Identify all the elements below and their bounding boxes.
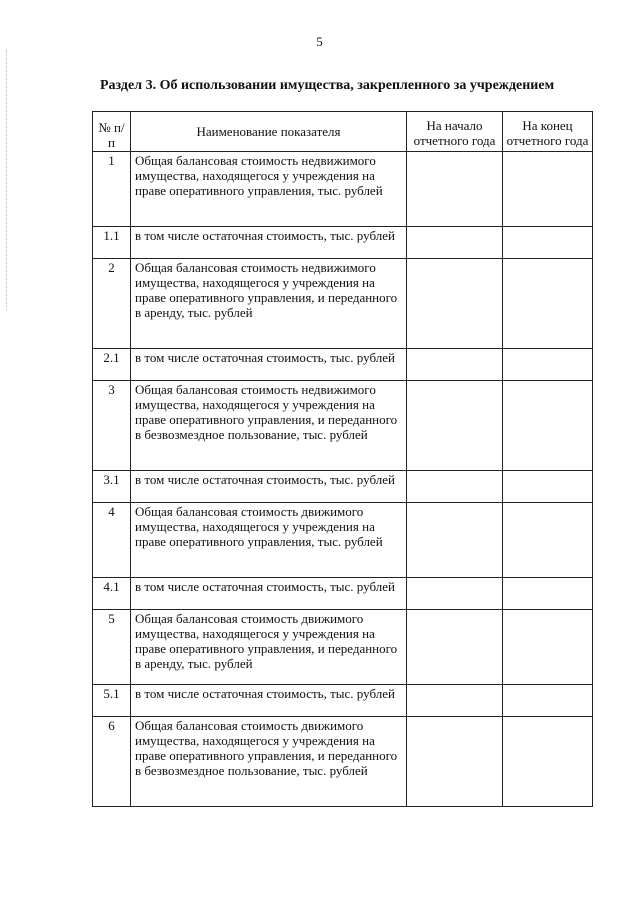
row-indicator-name-cell: Общая балансовая стоимость движимого имущества, находящегося у учреждения на праве оперативного управления, тыс. рублей [131,503,407,578]
row-end-of-year-value [503,578,593,610]
table-row [93,152,593,227]
row-number-cell: 1.1 [93,227,131,259]
row-number-cell: 6 [93,717,131,807]
header-start-of-year: На начало отчетного года [407,112,503,152]
row-end-of-year-value [503,152,593,227]
row-number-cell: 5 [93,610,131,685]
row-indicator-name-cell: в том числе остаточная стоимость, тыс. рублей [131,578,407,610]
row-number-cell: 4.1 [93,578,131,610]
row-indicator-name-cell: в том числе остаточная стоимость, тыс. рублей [131,349,407,381]
row-end-of-year-value [503,503,593,578]
row-start-of-year-value [407,503,503,578]
row-number-cell: 3 [93,381,131,471]
row-number-cell: 4 [93,503,131,578]
property-usage-table-wrapper [92,111,593,807]
row-start-of-year-value [407,152,503,227]
table-header-row [93,112,593,152]
row-indicator-name-cell: в том числе остаточная стоимость, тыс. рублей [131,471,407,503]
table-row [93,685,593,717]
row-start-of-year-value [407,471,503,503]
row-indicator-name-cell: Общая балансовая стоимость движимого имущества, находящегося у учреждения на праве оперативного управления, и переданного в безвозмездное пользование, тыс. рублей [131,717,407,807]
table-body [93,152,593,807]
table-row [93,471,593,503]
table-row [93,578,593,610]
row-start-of-year-value [407,349,503,381]
table-row [93,610,593,685]
table-row [93,503,593,578]
table-row [93,381,593,471]
row-start-of-year-value [407,259,503,349]
row-start-of-year-value [407,717,503,807]
row-end-of-year-value [503,471,593,503]
row-start-of-year-value [407,381,503,471]
row-indicator-name-cell: в том числе остаточная стоимость, тыс. рублей [131,227,407,259]
table-row [93,349,593,381]
row-number-cell: 2 [93,259,131,349]
row-end-of-year-value [503,717,593,807]
row-start-of-year-value [407,227,503,259]
table-row [93,227,593,259]
scan-edge-mark [6,50,8,310]
row-end-of-year-value [503,259,593,349]
row-end-of-year-value [503,349,593,381]
row-end-of-year-value [503,610,593,685]
row-start-of-year-value [407,685,503,717]
section-title: Раздел 3. Об использовании имущества, закрепленного за учреждением [100,78,555,93]
header-name: Наименование показателя [131,112,407,152]
row-end-of-year-value [503,227,593,259]
row-number-cell: 2.1 [93,349,131,381]
page-number: 5 [316,34,323,49]
row-end-of-year-value [503,685,593,717]
row-start-of-year-value [407,578,503,610]
table-row [93,259,593,349]
property-usage-table [92,111,593,807]
table-row [93,717,593,807]
row-start-of-year-value [407,610,503,685]
row-number-cell: 1 [93,152,131,227]
row-indicator-name-cell: Общая балансовая стоимость движимого имущества, находящегося у учреждения на праве оперативного управления, и переданного в аренду, тыс. рублей [131,610,407,685]
row-indicator-name-cell: Общая балансовая стоимость недвижимого имущества, находящегося у учреждения на праве оперативного управления, тыс. рублей [131,152,407,227]
row-indicator-name-cell: в том числе остаточная стоимость, тыс. рублей [131,685,407,717]
row-indicator-name-cell: Общая балансовая стоимость недвижимого имущества, находящегося у учреждения на праве оперативного управления, и переданного в безвозмездное пользование, тыс. рублей [131,381,407,471]
row-number-cell: 5.1 [93,685,131,717]
header-end-of-year: На конец отчетного года [503,112,593,152]
row-number-cell: 3.1 [93,471,131,503]
row-end-of-year-value [503,381,593,471]
header-num: № п/п [93,112,131,152]
row-indicator-name-cell: Общая балансовая стоимость недвижимого имущества, находящегося у учреждения на праве оперативного управления, и переданного в аренду, тыс. рублей [131,259,407,349]
